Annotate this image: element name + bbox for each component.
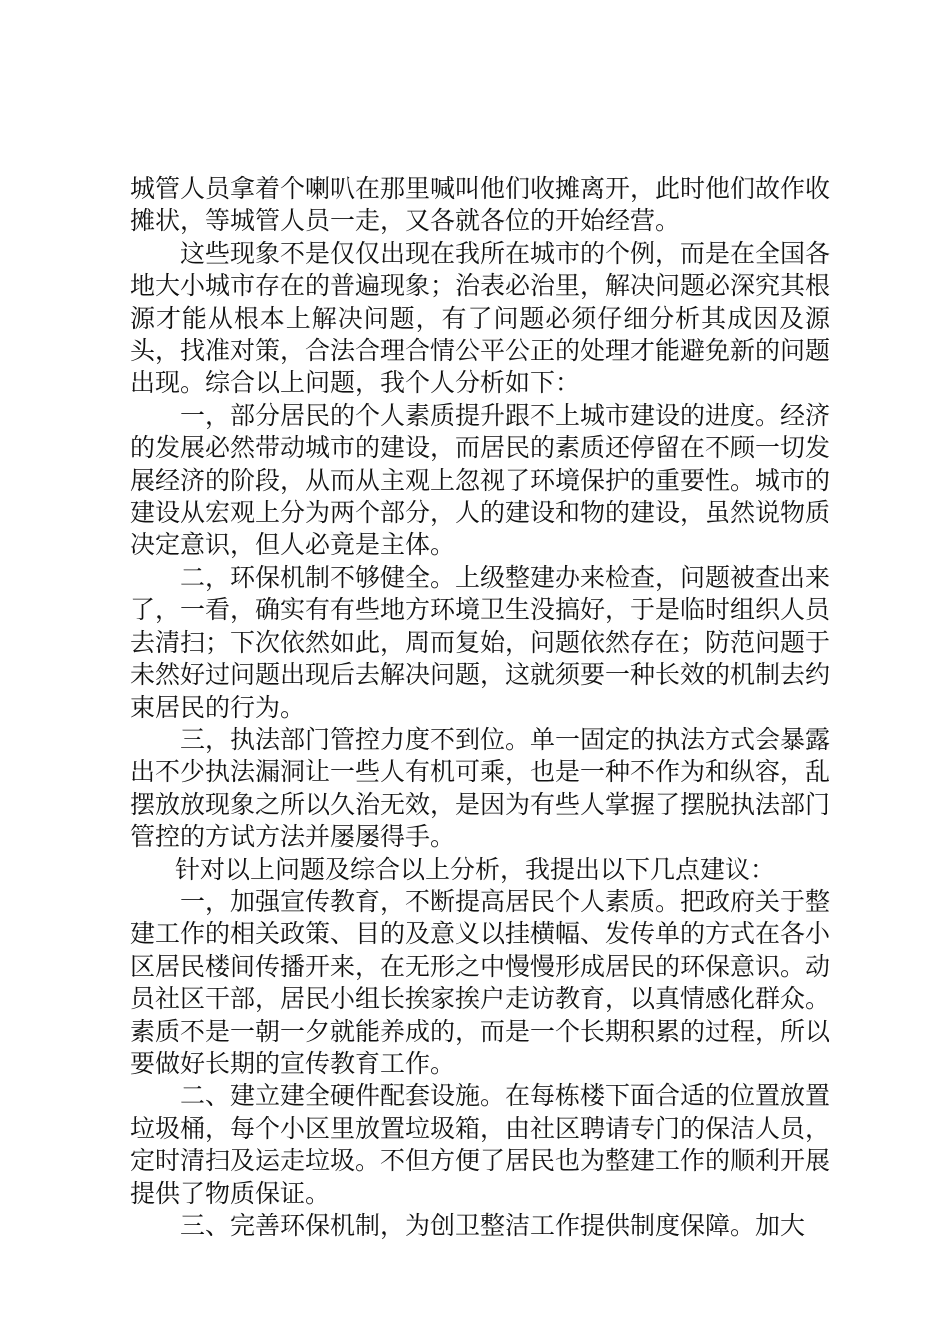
paragraph-suggestion-1: 一，加强宣传教育，不断提高居民个人素质。把政府关于整建工作的相关政策、目的及意义以挂横幅、发传单的方式在各小区居民楼间传播开来，在无形之中慢慢形成居民的环保意识。动员社区干部，居民小组长挨家挨户走访教育，以真情感化群众。素质不是一朝一夕就能养成的，而是一个长期积累的过程，所以要做好长期的宣传教育工作。 [130,886,831,1078]
paragraph-analysis-3: 三，执法部门管控力度不到位。单一固定的执法方式会暴露出不少执法漏洞让一些人有机可乘，也是一种不作为和纵容，乱摆放放现象之所以久治无效，是因为有些人掌握了摆脱执法部门管控的方试方法并屡屡得手。 [130,724,831,852]
paragraph-phenomenon-analysis: 这些现象不是仅仅出现在我所在城市的个例，而是在全国各地大小城市存在的普遍现象；治表必治里，解决问题必深究其根源才能从根本上解决问题，有了问题必须仔细分析其成因及源头，找准对策，合法合理合情公平公正的处理才能避免新的问题出现。综合以上问题，我个人分析如下： [130,238,831,398]
paragraph-analysis-1: 一，部分居民的个人素质提升跟不上城市建设的进度。经济的发展必然带动城市的建设，而居民的素质还停留在不顾一切发展经济的阶段，从而从主观上忽视了环境保护的重要性。城市的建设从宏观上分为两个部分，人的建设和物的建设，虽然说物质决定意识，但人必竟是主体。 [130,400,831,560]
paragraph-suggestion-3: 三、完善环保机制，为创卫整洁工作提供制度保障。加大 [180,1211,806,1240]
paragraph-suggestions-intro: 针对以上问题及综合以上分析，我提出以下几点建议： [175,854,776,884]
paragraph-suggestion-2: 二、建立建全硬件配套设施。在每栋楼下面合适的位置放置垃圾桶，每个小区里放置垃圾箱，由社区聘请专门的保洁人员，定时清扫及运走垃圾。不但方便了居民也为整建工作的顺利开展提供了物质保证。 [130,1081,831,1208]
paragraph-analysis-2: 二，环保机制不够健全。上级整建办来检查，问题被查出来了，一看，确实有有些地方环境卫生没搞好，于是临时组织人员去清扫；下次依然如此，周而复始，问题依然存在；防范问题于未然好过问题出现后去解决问题，这就须要一种长效的机制去约束居民的行为。 [130,562,831,722]
paragraph-continuation: 城管人员拿着个喇叭在那里喊叫他们收摊离开，此时他们故作收摊状，等城管人员一走，又各就各位的开始经营。 [130,174,831,236]
document-page [130,173,830,1242]
